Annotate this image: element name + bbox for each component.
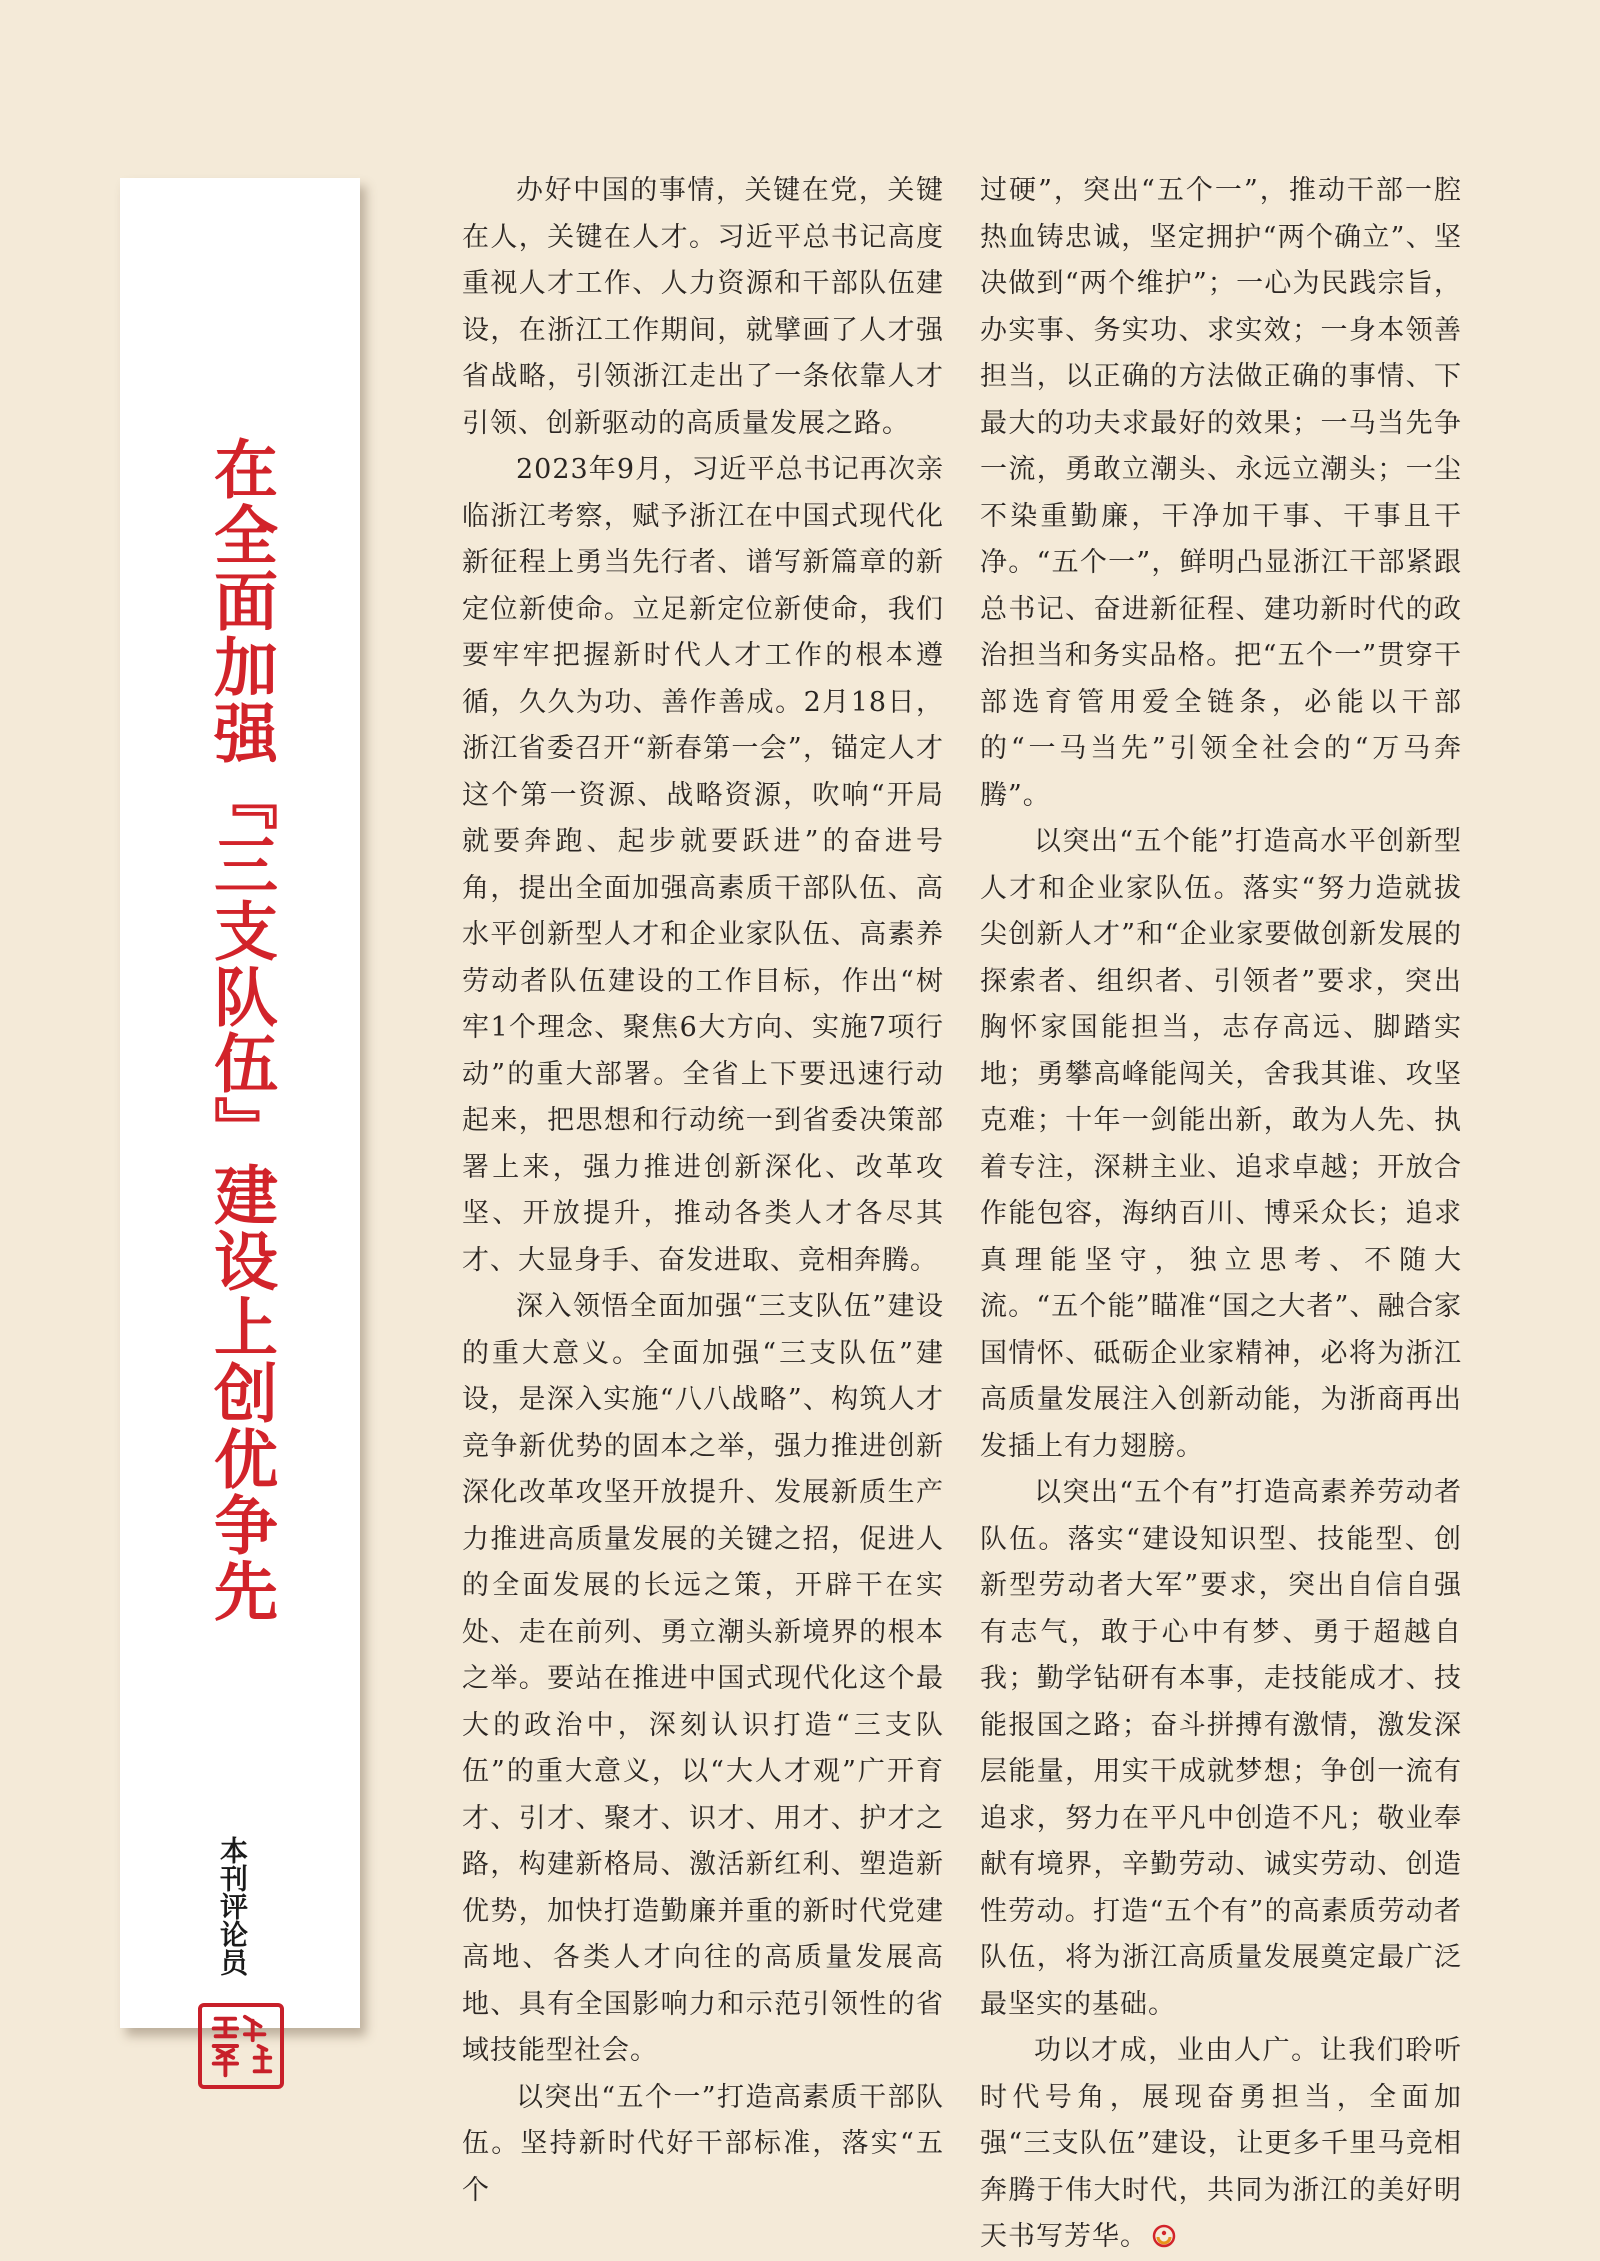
- paragraph-final: [980, 2028, 1462, 2261]
- paragraph: 过硬”，突出“五个一”，推动干部一腔热血铸忠诚，坚定拥护“两个确立”、坚决做到“两个维护”；一心为民践宗旨，办实事、务实功、求实效；一身本领善担当，以正确的方法做正确的事情、下最大的功夫求最好的效果；一马当先争一流，勇敢立潮头、永远立潮头；一尘不染重勤廉，干净加干事、干事且干净。“五个一”，鲜明凸显浙江干部紧跟总书记、奋进新征程、建功新时代的政治担当和务实品格。把“五个一”贯穿干部选育管用爱全链条，必能以干部的“一马当先”引领全社会的“万马奔腾”。: [980, 175, 1462, 811]
- seal-stamp: [198, 2003, 284, 2089]
- paragraph: 以突出“五个有”打造高素养劳动者队伍。落实“建设知识型、技能型、创新型劳动者大军”要求，突出自信自强有志气，敢于心中有梦、勇于超越自我；勤学钻研有本事，走技能成才、技能报国之路；奋斗拼搏有激情，激发深层能量，用实干成就梦想；争创一流有追求，努力在平凡中创造不凡；敬业奉献有境界，辛勤劳动、诚实劳动、创造性劳动。打造“五个有”的高素质劳动者队伍，将为浙江高质量发展奠定最广泛最坚实的基础。: [980, 1477, 1462, 2020]
- paragraph: 以突出“五个一”打造高素质干部队伍。坚持新时代好干部标准，落实“五个: [462, 2081, 944, 2206]
- end-mark-icon: [1152, 2224, 1176, 2248]
- title-panel: [120, 178, 360, 2028]
- article-column-left: [462, 168, 944, 2214]
- seal-icon: [202, 2007, 280, 2085]
- paragraph: 办好中国的事情，关键在党，关键在人，关键在人才。习近平总书记高度重视人才工作、人力资源和干部队伍建设，在浙江工作期间，就擘画了人才强省战略，引领浙江走出了一条依靠人才引领、创新驱动的高质量发展之路。: [462, 175, 944, 439]
- author-byline: 本刊评论员: [216, 1836, 249, 1976]
- article-column-right: [980, 168, 1462, 2261]
- article-title: 在全面加强『三支队伍』建设上创优争先: [203, 436, 278, 1624]
- paragraph: 深入领悟全面加强“三支队伍”建设的重大意义。全面加强“三支队伍”建设，是深入实施“八八战略”、构筑人才竞争新优势的固本之举，强力推进创新深化改革攻坚开放提升、发展新质生产力推进高质量发展的关键之招，促进人的全面发展的长远之策，开辟干在实处、走在前列、勇立潮头新境界的根本之举。要站在推进中国式现代化这个最大的政治中，深刻认识打造“三支队伍”的重大意义，以“大人才观”广开育才、引才、聚才、识才、用才、护才之路，构建新格局、激活新红利、塑造新优势，加快打造勤廉并重的新时代党建高地、各类人才向往的高质量发展高地、具有全国影响力和示范引领性的省域技能型社会。: [462, 1291, 944, 2066]
- final-paragraph-text: 功以才成，业由人广。让我们聆听时代号角，展现奋勇担当，全面加强“三支队伍”建设，让更多千里马竞相奔腾于伟大时代，共同为浙江的美好明天书写芳华。: [980, 2035, 1462, 2252]
- paragraph: 2023年9月，习近平总书记再次亲临浙江考察，赋予浙江在中国式现代化新征程上勇当先行者、谱写新篇章的新定位新使命。立足新定位新使命，我们要牢牢把握新时代人才工作的根本遵循，久久为功、善作善成。2月18日，浙江省委召开“新春第一会”，锚定人才这个第一资源、战略资源，吹响“开局就要奔跑、起步就要跃进”的奋进号角，提出全面加强高素质干部队伍、高水平创新型人才和企业家队伍、高素养劳动者队伍建设的工作目标，作出“树牢1个理念、聚焦6大方向、实施7项行动”的重大部署。全省上下要迅速行动起来，把思想和行动统一到省委决策部署上来，强力推进创新深化、改革攻坚、开放提升，推动各类人才各尽其才、大显身手、奋发进取、竞相奔腾。: [462, 454, 944, 1276]
- paragraph: 以突出“五个能”打造高水平创新型人才和企业家队伍。落实“努力造就拔尖创新人才”和“企业家要做创新发展的探索者、组织者、引领者”要求，突出胸怀家国能担当，志存高远、脚踏实地；勇攀高峰能闯关，舍我其谁、攻坚克难；十年一剑能出新，敢为人先、执着专注，深耕主业、追求卓越；开放合作能包容，海纳百川、博采众长；追求真理能坚守，独立思考、不随大流。“五个能”瞄准“国之大者”、融合家国情怀、砥砺企业家精神，必将为浙江高质量发展注入创新动能，为浙商再出发插上有力翅膀。: [980, 826, 1462, 1462]
